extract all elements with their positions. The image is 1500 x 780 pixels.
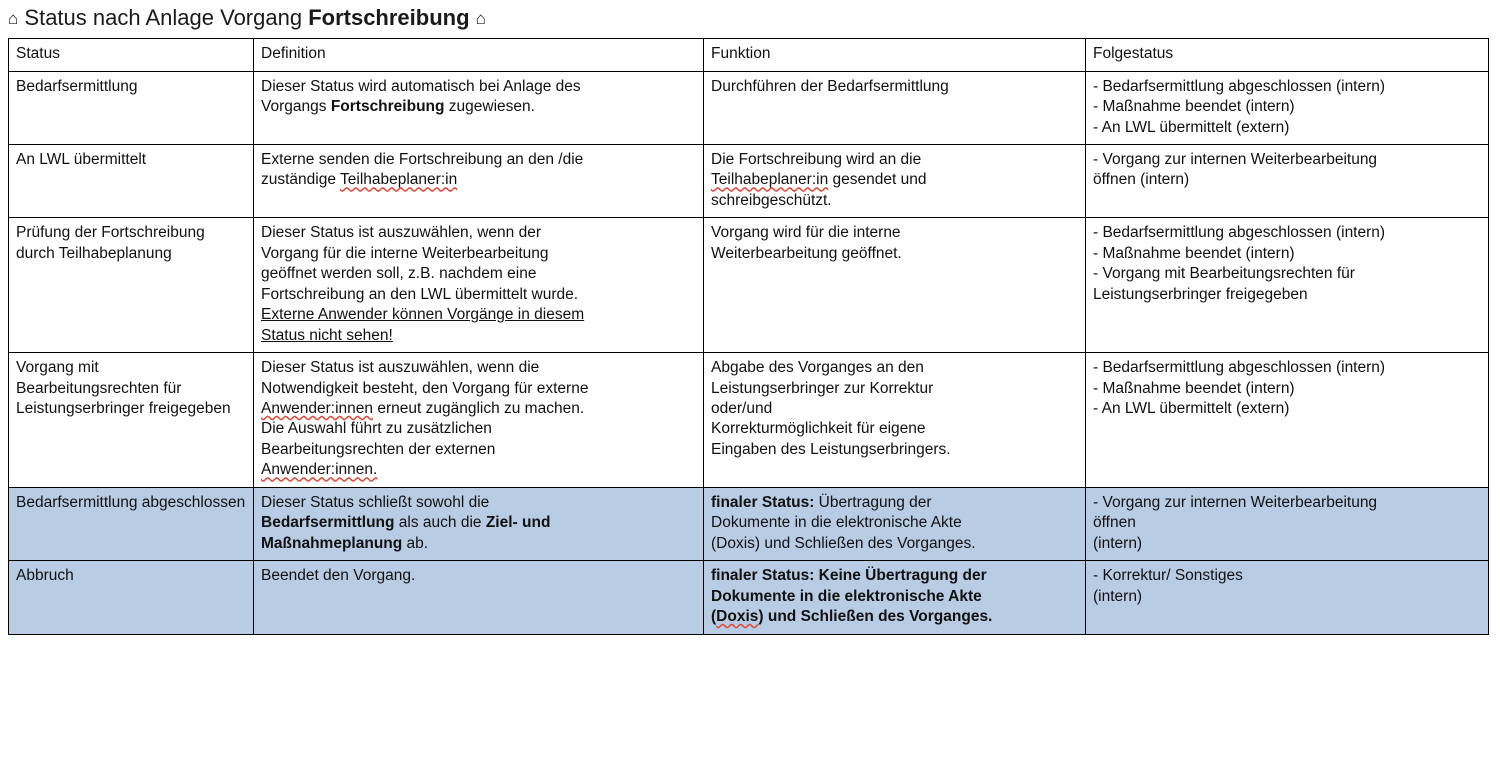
status-badge: Prüfung der Fortschreibung durch Teilhabeplanung (9, 218, 254, 353)
definition-line: Beendet den Vorgang. (261, 567, 416, 585)
funktion-line: Leistungserbringer zur Korrektur (711, 379, 934, 397)
folgestatus-line: (intern) (1093, 534, 1143, 552)
funktion-cell (704, 218, 1086, 353)
funktion-line: Dokumente in die elektronische Akte (711, 587, 982, 605)
definition-line: zuständige Teilhabeplaner:in (261, 171, 458, 189)
folgestatus-line: - An LWL übermittelt (extern) (1093, 399, 1290, 417)
table-row (9, 561, 1489, 634)
folgestatus-line: öffnen (intern) (1093, 171, 1190, 189)
table-row (9, 487, 1489, 560)
definition-line: Notwendigkeit besteht, den Vorgang für externe (261, 379, 589, 397)
funktion-cell (704, 353, 1086, 488)
column-header-status: Status (9, 39, 254, 71)
definition-line: Die Auswahl führt zu zusätzlichen (261, 420, 492, 438)
funktion-cell (704, 71, 1086, 144)
folgestatus-line: (intern) (1093, 587, 1143, 605)
folgestatus-line: Leistungserbringer freigegeben (1093, 285, 1308, 303)
definition-cell (254, 487, 704, 560)
definition-line: Dieser Status schließt sowohl die (261, 493, 490, 511)
definition-cell (254, 145, 704, 218)
folgestatus-line: öffnen (1093, 514, 1136, 532)
funktion-line: Weiterbearbeitung geöffnet. (711, 244, 902, 262)
folgestatus-line: - An LWL übermittelt (extern) (1093, 118, 1290, 136)
definition-cell (254, 353, 704, 488)
funktion-line: Vorgang wird für die interne (711, 224, 901, 242)
folgestatus-line: - Bedarfsermittlung abgeschlossen (intern) (1093, 77, 1386, 95)
funktion-bold-prefix: finaler Status: (711, 493, 815, 511)
definition-line: Vorgangs Fortschreibung zugewiesen. (261, 98, 535, 116)
status-badge: Abbruch (9, 561, 254, 634)
page-title (0, 0, 1500, 38)
definition-line-underlined: Status nicht sehen! (261, 326, 393, 344)
folgestatus-line: - Bedarfsermittlung abgeschlossen (intern) (1093, 359, 1386, 377)
funktion-cell (704, 561, 1086, 634)
home-icon: ⌂ (8, 9, 19, 28)
funktion-line: schreibgeschützt. (711, 191, 832, 209)
status-badge: Bedarfsermittlung (9, 71, 254, 144)
funktion-cell (704, 487, 1086, 560)
table-row (9, 71, 1489, 144)
definition-line: Bedarfsermittlung als auch die Ziel- und (261, 514, 551, 532)
spellcheck-word: Teilhabeplaner:in (711, 171, 829, 189)
funktion-line: finaler Status: Keine Übertragung der (711, 567, 987, 585)
folgestatus-cell (1086, 71, 1489, 144)
funktion-line: Abgabe des Vorganges an den (711, 359, 924, 377)
definition-cell (254, 561, 704, 634)
definition-line-underlined: Externe Anwender können Vorgänge in diesem (261, 306, 585, 324)
definition-line: Dieser Status ist auszuwählen, wenn der (261, 224, 542, 242)
definition-line (261, 460, 696, 480)
folgestatus-line: - Vorgang zur internen Weiterbearbeitung (1093, 493, 1378, 511)
folgestatus-line: - Maßnahme beendet (intern) (1093, 244, 1295, 262)
page-title-text: Status nach Anlage Vorgang (24, 5, 309, 30)
table-row (9, 353, 1489, 488)
status-badge: An LWL übermittelt (9, 145, 254, 218)
column-header-funktion: Funktion (704, 39, 1086, 71)
folgestatus-cell (1086, 218, 1489, 353)
definition-bold-word: Fortschreibung (330, 98, 445, 116)
definition-line: Dieser Status wird automatisch bei Anlage des (261, 77, 581, 95)
home-icon-trailing: ⌂ (475, 9, 486, 28)
status-table (8, 38, 1489, 634)
funktion-line: Teilhabeplaner:in gesendet und (711, 171, 927, 189)
folgestatus-cell (1086, 487, 1489, 560)
folgestatus-line: - Maßnahme beendet (intern) (1093, 379, 1295, 397)
definition-line: Fortschreibung an den LWL übermittelt wurde. (261, 285, 579, 303)
column-header-definition: Definition (254, 39, 704, 71)
folgestatus-line: - Maßnahme beendet (intern) (1093, 98, 1295, 116)
spellcheck-word: Anwender:innen. (261, 461, 378, 479)
funktion-line: finaler Status: Übertragung der (711, 493, 932, 511)
funktion-line: Eingaben des Leistungserbringers. (711, 440, 951, 458)
funktion-line: oder/und (711, 399, 773, 417)
status-badge: Bedarfsermittlung abgeschlossen (9, 487, 254, 560)
table-row (9, 218, 1489, 353)
definition-line: Maßnahmeplanung ab. (261, 534, 429, 552)
funktion-line: Die Fortschreibung wird an die (711, 151, 922, 168)
funktion-line: (Doxis) und Schließen des Vorganges. (711, 608, 993, 626)
spellcheck-word: Anwender:innen (261, 399, 374, 417)
spellcheck-word: Doxis (716, 608, 759, 626)
spellcheck-word: Teilhabeplaner:in (340, 171, 458, 189)
folgestatus-cell (1086, 561, 1489, 634)
definition-line: geöffnet werden soll, z.B. nachdem eine (261, 265, 537, 283)
definition-line: Bearbeitungsrechten der externen (261, 440, 496, 458)
funktion-line: (Doxis) und Schließen des Vorganges. (711, 534, 976, 552)
folgestatus-line: - Korrektur/ Sonstiges (1093, 567, 1243, 585)
definition-line: Dieser Status ist auszuwählen, wenn die (261, 359, 540, 377)
table-header-row (9, 39, 1489, 71)
folgestatus-line: - Vorgang mit Bearbeitungsrechten für (1093, 265, 1355, 283)
funktion-line: Dokumente in die elektronische Akte (711, 514, 962, 532)
definition-cell (254, 71, 704, 144)
folgestatus-line: - Vorgang zur internen Weiterbearbeitung (1093, 151, 1378, 168)
table-row (9, 145, 1489, 218)
page-title-bold: Fortschreibung (308, 5, 470, 30)
definition-line: Anwender:innen erneut zugänglich zu machen. (261, 399, 585, 417)
funktion-cell (704, 145, 1086, 218)
folgestatus-cell (1086, 145, 1489, 218)
status-badge: Vorgang mit Bearbeitungsrechten für Leistungserbringer freigegeben (9, 353, 254, 488)
definition-cell (254, 218, 704, 353)
funktion-line: Korrekturmöglichkeit für eigene (711, 420, 926, 438)
definition-line: Externe senden die Fortschreibung an den /die (261, 151, 584, 168)
definition-line: Vorgang für die interne Weiterbearbeitung (261, 244, 549, 262)
column-header-folgestatus: Folgestatus (1086, 39, 1489, 71)
folgestatus-line: - Bedarfsermittlung abgeschlossen (intern) (1093, 224, 1386, 242)
funktion-line: Durchführen der Bedarfsermittlung (711, 77, 949, 95)
folgestatus-cell (1086, 353, 1489, 488)
